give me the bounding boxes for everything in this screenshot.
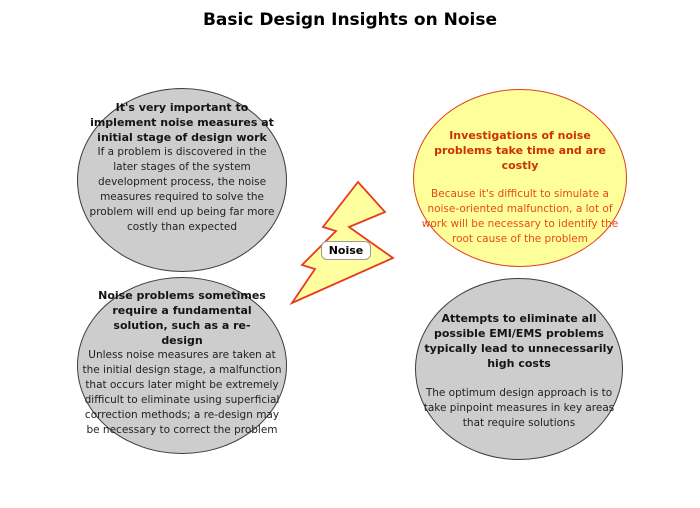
bubble-body: If a problem is discovered in the later stages of the system development process, the noise measures required to solve the problem will end up being far more costly than expected [89,146,275,233]
noise-label-text: Noise [328,244,364,257]
bubble-heading: Noise problems sometimes require a fundamental solution, such as a re-design [98,289,266,347]
bubble-heading: It's very important to implement noise measures at initial stage of design work [90,101,274,144]
bubble-body: Because it's difficult to simulate a noise-oriented malfunction, a lot of work will be necessary to identify the root cause of the problem [421,188,619,245]
bubble-body: Unless noise measures are taken at the initial design stage, a malfunction that occurs later might be extremely difficult to eliminate using superficial correction methods; a re-design may be necessary to correct the problem [82,349,282,436]
bubble-high-costs [415,278,623,460]
bubble-investigations-costly [413,89,627,267]
noise-label [321,241,371,260]
bubble-heading: Investigations of noise problems take time and are costly [434,129,606,172]
bubble-early-noise-measures [77,88,287,272]
slide-title: Basic Design Insights on Noise [202,10,498,30]
bubble-heading: Attempts to eliminate all possible EMI/EMS problems typically lead to unnecessarily high costs [424,312,614,370]
bubble-fundamental-solution [77,277,287,454]
bubble-body: The optimum design approach is to take pinpoint measures in key areas that require solutions [423,387,615,429]
